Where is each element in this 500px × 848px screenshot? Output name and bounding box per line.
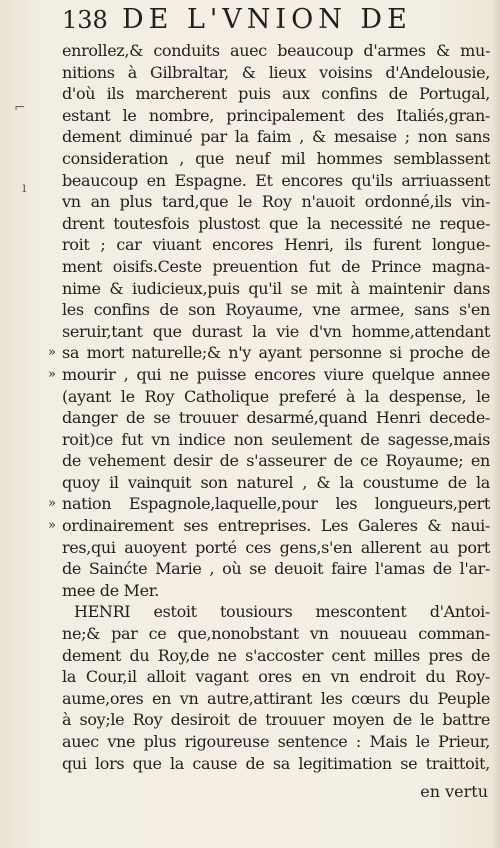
line-text: sa mort naturelle;& n'y ayant personne si proche de [62,343,490,363]
line-text: aume,ores en vn autre,attirant les cœurs du Peuple [62,688,490,708]
text-line [62,601,490,623]
line-text: de vehement desir de s'asseurer de ce Royaume; en [62,451,490,471]
text-line [48,342,490,364]
text-line [62,450,490,472]
line-text: estant le nombre, principalement des Italiés,gran- [62,105,490,125]
line-text: quoy il vainquit son naturel , & la coustume de la [62,472,490,492]
page-number: 138 [62,6,108,34]
text-line [48,515,490,537]
line-text: beaucoup en Espagne. Et encores qu'ils arriuassent [62,170,490,190]
text-line [62,537,490,559]
line-text: res,qui auoyent porté ces gens,s'en allerent au port [62,537,490,557]
text-line [62,623,490,645]
text-line [62,666,490,688]
page-header [62,2,488,38]
line-text: enrollez,& conduits auec beaucoup d'armes & mu- [62,41,490,60]
quotation-marginal-mark: » [48,345,56,361]
line-text: nation Espagnole,laquelle,pour les longueurs,pert [62,494,490,514]
line-text: à soy;le Roy desiroit de trouuer moyen de le battre [62,710,490,730]
text-line [62,709,490,731]
text-line [62,213,490,235]
text-line [48,364,490,386]
text-line [62,40,490,62]
text-line [62,191,490,213]
text-line [48,493,490,515]
text-line [62,429,490,451]
text-line [62,83,490,105]
text-line [62,126,490,148]
line-text: de Sainćte Marie , où se deuoit faire l'amas de l'ar- [62,559,490,579]
text-line [62,299,490,321]
text-line [62,472,490,494]
text-line [62,688,490,710]
line-text: les confins de son Royaume, vne armee, sans s'en [62,300,490,320]
line-text: la Cour,il alloit vagant ores en vn endroit du Roy- [62,667,490,687]
line-text: mourir , qui ne puisse encores viure quelque annee [62,364,490,384]
text-line [62,256,490,278]
margin-pencil-mark: ⌐ [14,100,26,116]
line-text: dement du Roy,de ne s'accoster cent milles pres de [62,645,490,665]
line-text: ment oisifs.Ceste preuention fut de Prince magna- [62,256,490,276]
line-text: d'où ils marcherent puis aux confins de Portugal, [62,84,490,104]
quotation-marginal-mark: » [48,496,56,512]
text-line [62,580,490,602]
line-text: consideration , que neuf mil hommes semblassent [62,148,490,168]
line-text: (ayant le Roy Catholique preferé à la despense, le [62,386,490,406]
line-text: vn an plus tard,que le Roy n'auoit ordonné,ils vin- [62,192,490,212]
text-line [62,278,490,300]
text-line [62,148,490,170]
catchword: en vertu [420,782,488,801]
line-text: roit)ce fut vn indice non seulement de sagesse,mais [62,429,490,449]
text-line [62,731,490,753]
quotation-marginal-mark: » [48,366,56,382]
text-line [62,105,490,127]
text-line [62,753,490,775]
text-line [62,386,490,408]
line-text: nime & iudicieux,puis qu'il se mit à maintenir dans [62,278,490,298]
margin-pencil-tick: ı [22,180,27,196]
running-head: DE L'VNION DE [122,4,412,35]
line-text: HENRI estoit tousiours mescontent d'Antoi- [74,602,490,622]
line-text: nitions à Gilbraltar, & lieux voisins d'Andelousie, [62,62,490,82]
line-text: ne;& par ce que,nonobstant vn nouueau comman- [62,624,490,644]
text-line [62,62,490,84]
text-line [62,645,490,667]
line-text: seruir,tant que durast la vie d'vn homme,attendant [62,321,490,341]
line-text: ordinairement ses entreprises. Les Galeres & naui- [62,516,490,536]
line-text: dement diminué par la faim , & mesaise ; non sans [62,127,490,147]
text-line [62,407,490,429]
line-text: auec vne plus rigoureuse sentence : Mais le Prieur, [62,732,490,751]
body-text [48,40,490,774]
text-line [62,321,490,343]
page-edge-shadow [492,0,500,848]
line-text: mee de Mer. [62,580,159,600]
line-text: qui lors que la cause de sa legitimation se traittoit, [62,753,490,773]
line-text: roit ; car viuant encores Henri, ils furent longue- [62,235,490,255]
line-text: danger de se trouuer desarmé,quand Henri decede- [62,408,490,428]
text-line [62,234,490,256]
text-line [62,170,490,192]
line-text: drent toutesfois plustost que la necessité ne reque- [62,213,490,233]
text-line [62,558,490,580]
quotation-marginal-mark: » [48,518,56,534]
